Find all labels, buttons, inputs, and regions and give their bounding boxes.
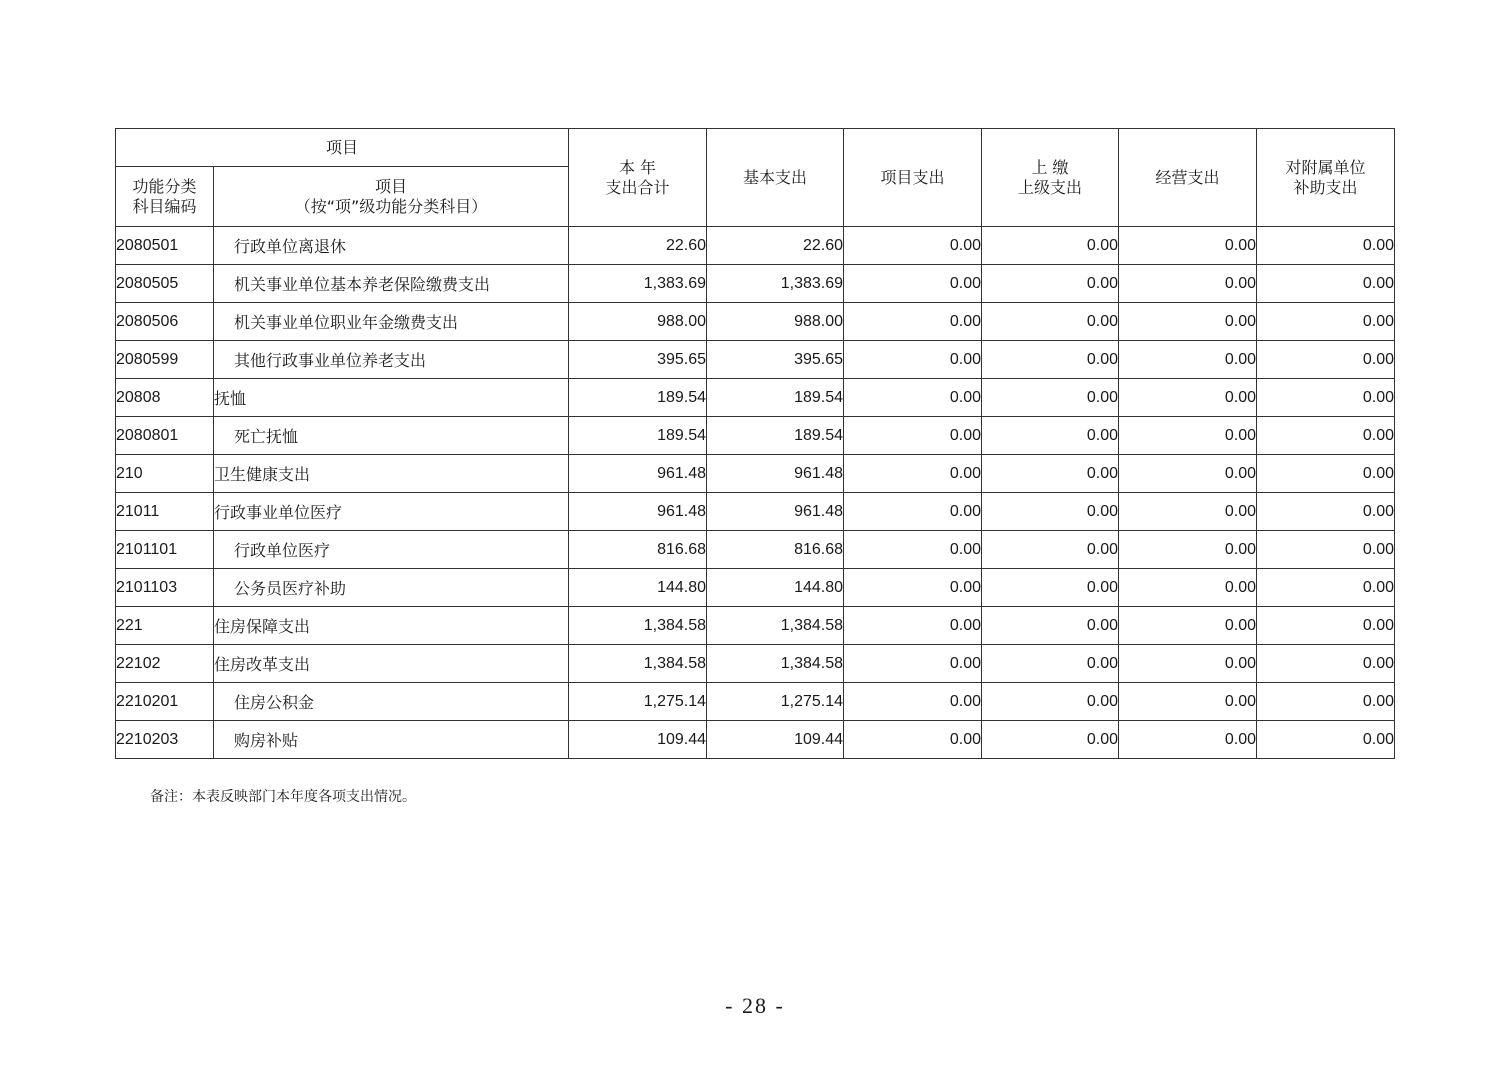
cell-basic: 144.80 <box>707 569 844 607</box>
cell-project: 0.00 <box>844 645 982 683</box>
expenditure-table <box>115 128 1395 759</box>
cell-basic: 189.54 <box>707 379 844 417</box>
cell-subsidiary: 0.00 <box>1257 683 1395 721</box>
table-note: 备注：本表反映部门本年度各项支出情况。 <box>150 789 416 805</box>
cell-project: 0.00 <box>844 721 982 759</box>
cell-subsidiary: 0.00 <box>1257 265 1395 303</box>
cell-name: 行政单位离退休 <box>214 227 569 265</box>
cell-basic: 395.65 <box>707 341 844 379</box>
cell-upper: 0.00 <box>982 569 1119 607</box>
cell-subsidiary: 0.00 <box>1257 569 1395 607</box>
cell-basic: 1,384.58 <box>707 607 844 645</box>
cell-total: 189.54 <box>569 379 707 417</box>
cell-project: 0.00 <box>844 379 982 417</box>
cell-total: 189.54 <box>569 417 707 455</box>
cell-subsidiary: 0.00 <box>1257 607 1395 645</box>
cell-basic: 1,384.58 <box>707 645 844 683</box>
cell-subsidiary: 0.00 <box>1257 531 1395 569</box>
cell-upper: 0.00 <box>982 303 1119 341</box>
cell-name: 行政事业单位医疗 <box>214 493 569 531</box>
header-item-name-line1: 项目 <box>375 176 408 196</box>
cell-upper: 0.00 <box>982 683 1119 721</box>
cell-code: 2101101 <box>116 531 214 569</box>
cell-code: 2080599 <box>116 341 214 379</box>
cell-subsidiary: 0.00 <box>1257 303 1395 341</box>
cell-upper: 0.00 <box>982 379 1119 417</box>
cell-project: 0.00 <box>844 607 982 645</box>
table-row <box>116 645 1395 683</box>
cell-business: 0.00 <box>1119 645 1257 683</box>
cell-project: 0.00 <box>844 569 982 607</box>
cell-total: 109.44 <box>569 721 707 759</box>
header-project: 项目支出 <box>844 129 982 227</box>
cell-total: 961.48 <box>569 455 707 493</box>
header-subsidiary: 对附属单位 补助支出 <box>1257 129 1395 227</box>
table-row <box>116 455 1395 493</box>
cell-basic: 22.60 <box>707 227 844 265</box>
cell-name: 行政单位医疗 <box>214 531 569 569</box>
header-item-name-line2: （按“项”级功能分类科目） <box>294 196 488 216</box>
cell-business: 0.00 <box>1119 417 1257 455</box>
cell-name: 卫生健康支出 <box>214 455 569 493</box>
cell-name: 死亡抚恤 <box>214 417 569 455</box>
cell-subsidiary: 0.00 <box>1257 645 1395 683</box>
cell-subsidiary: 0.00 <box>1257 227 1395 265</box>
cell-total: 395.65 <box>569 341 707 379</box>
table-body <box>116 227 1395 759</box>
cell-project: 0.00 <box>844 265 982 303</box>
cell-basic: 988.00 <box>707 303 844 341</box>
table-row <box>116 341 1395 379</box>
cell-business: 0.00 <box>1119 341 1257 379</box>
cell-subsidiary: 0.00 <box>1257 493 1395 531</box>
cell-project: 0.00 <box>844 683 982 721</box>
cell-basic: 961.48 <box>707 455 844 493</box>
cell-project: 0.00 <box>844 531 982 569</box>
cell-upper: 0.00 <box>982 645 1119 683</box>
cell-name: 抚恤 <box>214 379 569 417</box>
cell-code: 2210203 <box>116 721 214 759</box>
table-row <box>116 227 1395 265</box>
cell-business: 0.00 <box>1119 569 1257 607</box>
cell-project: 0.00 <box>844 303 982 341</box>
cell-code: 210 <box>116 455 214 493</box>
table-row <box>116 531 1395 569</box>
table-row <box>116 721 1395 759</box>
cell-upper: 0.00 <box>982 721 1119 759</box>
cell-total: 961.48 <box>569 493 707 531</box>
cell-total: 988.00 <box>569 303 707 341</box>
header-business: 经营支出 <box>1119 129 1257 227</box>
cell-name: 住房公积金 <box>214 683 569 721</box>
cell-basic: 1,275.14 <box>707 683 844 721</box>
cell-code: 2080501 <box>116 227 214 265</box>
cell-name: 机关事业单位职业年金缴费支出 <box>214 303 569 341</box>
header-upper: 上 缴 上级支出 <box>982 129 1119 227</box>
cell-total: 1,275.14 <box>569 683 707 721</box>
cell-name: 公务员医疗补助 <box>214 569 569 607</box>
cell-business: 0.00 <box>1119 493 1257 531</box>
cell-total: 1,384.58 <box>569 645 707 683</box>
table-row <box>116 607 1395 645</box>
cell-basic: 1,383.69 <box>707 265 844 303</box>
cell-business: 0.00 <box>1119 265 1257 303</box>
cell-upper: 0.00 <box>982 531 1119 569</box>
cell-code: 20808 <box>116 379 214 417</box>
cell-total: 22.60 <box>569 227 707 265</box>
cell-code: 22102 <box>116 645 214 683</box>
cell-subsidiary: 0.00 <box>1257 455 1395 493</box>
table-row <box>116 417 1395 455</box>
cell-basic: 816.68 <box>707 531 844 569</box>
cell-code: 2080506 <box>116 303 214 341</box>
cell-upper: 0.00 <box>982 493 1119 531</box>
cell-code: 2210201 <box>116 683 214 721</box>
cell-code: 221 <box>116 607 214 645</box>
table-row <box>116 683 1395 721</box>
cell-upper: 0.00 <box>982 341 1119 379</box>
cell-business: 0.00 <box>1119 455 1257 493</box>
cell-name: 住房保障支出 <box>214 607 569 645</box>
cell-basic: 189.54 <box>707 417 844 455</box>
cell-basic: 961.48 <box>707 493 844 531</box>
header-total: 本 年 支出合计 <box>569 129 707 227</box>
cell-upper: 0.00 <box>982 455 1119 493</box>
cell-subsidiary: 0.00 <box>1257 721 1395 759</box>
cell-subsidiary: 0.00 <box>1257 379 1395 417</box>
cell-code: 2080505 <box>116 265 214 303</box>
cell-business: 0.00 <box>1119 607 1257 645</box>
cell-name: 其他行政事业单位养老支出 <box>214 341 569 379</box>
cell-business: 0.00 <box>1119 721 1257 759</box>
cell-total: 1,384.58 <box>569 607 707 645</box>
cell-upper: 0.00 <box>982 607 1119 645</box>
cell-code: 2080801 <box>116 417 214 455</box>
header-basic: 基本支出 <box>707 129 844 227</box>
cell-name: 购房补贴 <box>214 721 569 759</box>
cell-business: 0.00 <box>1119 379 1257 417</box>
cell-upper: 0.00 <box>982 227 1119 265</box>
table-row <box>116 569 1395 607</box>
table-row <box>116 379 1395 417</box>
cell-name: 住房改革支出 <box>214 645 569 683</box>
cell-upper: 0.00 <box>982 265 1119 303</box>
cell-subsidiary: 0.00 <box>1257 417 1395 455</box>
cell-project: 0.00 <box>844 417 982 455</box>
header-item-name <box>214 167 569 227</box>
cell-code: 21011 <box>116 493 214 531</box>
page-number: - 28 - <box>725 993 785 1018</box>
cell-total: 144.80 <box>569 569 707 607</box>
cell-business: 0.00 <box>1119 531 1257 569</box>
cell-total: 816.68 <box>569 531 707 569</box>
cell-business: 0.00 <box>1119 303 1257 341</box>
cell-code: 2101103 <box>116 569 214 607</box>
cell-upper: 0.00 <box>982 417 1119 455</box>
cell-basic: 109.44 <box>707 721 844 759</box>
cell-total: 1,383.69 <box>569 265 707 303</box>
table-row <box>116 265 1395 303</box>
cell-name: 机关事业单位基本养老保险缴费支出 <box>214 265 569 303</box>
cell-subsidiary: 0.00 <box>1257 341 1395 379</box>
table-row <box>116 303 1395 341</box>
cell-project: 0.00 <box>844 227 982 265</box>
header-func-code: 功能分类 科目编码 <box>116 167 214 227</box>
cell-project: 0.00 <box>844 493 982 531</box>
cell-project: 0.00 <box>844 455 982 493</box>
cell-business: 0.00 <box>1119 683 1257 721</box>
table-row <box>116 493 1395 531</box>
cell-business: 0.00 <box>1119 227 1257 265</box>
header-project-group: 项目 <box>116 129 569 167</box>
cell-project: 0.00 <box>844 341 982 379</box>
